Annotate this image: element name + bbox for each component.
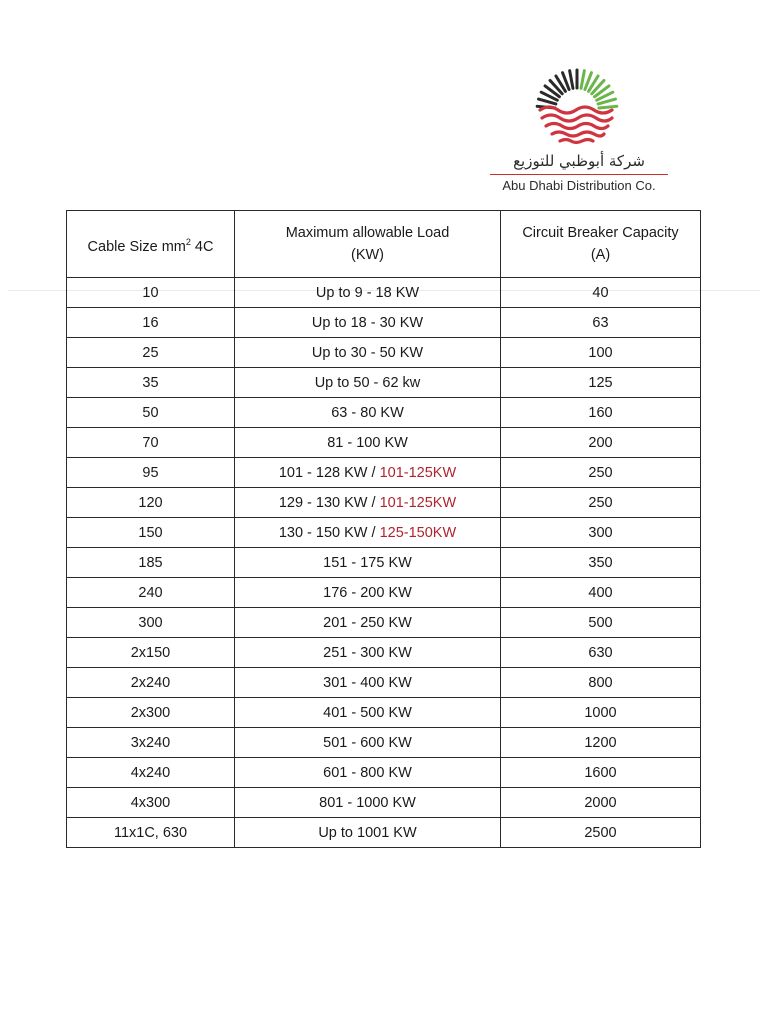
cell-cable-size: 2x150 [67, 638, 235, 668]
load-value: 63 - 80 KW [331, 404, 404, 421]
cell-cable-size: 150 [67, 518, 235, 548]
cell-cable-size: 3x240 [67, 728, 235, 758]
cell-breaker-capacity: 63 [501, 308, 701, 338]
logo-arabic-name: شركة أبوظبي للتوزيع [513, 152, 645, 170]
cell-breaker-capacity: 2500 [501, 818, 701, 848]
load-value: Up to 30 - 50 KW [311, 344, 424, 361]
cell-breaker-capacity: 350 [501, 548, 701, 578]
table-row [67, 368, 701, 398]
cell-cable-size: 95 [67, 458, 235, 488]
cell-cable-size: 50 [67, 398, 235, 428]
cell-breaker-capacity: 1200 [501, 728, 701, 758]
load-value: 401 - 500 KW [323, 704, 412, 721]
cable-capacity-table [66, 210, 701, 848]
load-value: Up to 1001 KW [318, 824, 417, 841]
table-row [67, 488, 701, 518]
company-logo [486, 64, 676, 199]
table-row [67, 758, 701, 788]
cell-breaker-capacity: 125 [501, 368, 701, 398]
cell-max-load [235, 818, 501, 848]
cell-max-load [235, 638, 501, 668]
table-header-row [67, 211, 701, 278]
cell-max-load [235, 368, 501, 398]
cell-breaker-capacity: 100 [501, 338, 701, 368]
table-row [67, 608, 701, 638]
cell-cable-size: 120 [67, 488, 235, 518]
load-value: Up to 50 - 62 kw [314, 374, 421, 391]
cell-cable-size: 25 [67, 338, 235, 368]
cell-breaker-capacity: 500 [501, 608, 701, 638]
cell-breaker-capacity: 250 [501, 458, 701, 488]
cell-breaker-capacity: 400 [501, 578, 701, 608]
cell-max-load [235, 608, 501, 638]
load-value: 81 - 100 KW [327, 434, 408, 451]
cell-max-load [235, 338, 501, 368]
table-row [67, 788, 701, 818]
load-value: 129 - 130 KW / [278, 494, 380, 511]
cell-max-load [235, 308, 501, 338]
logo-divider [490, 174, 668, 175]
cell-cable-size: 185 [67, 548, 235, 578]
cell-breaker-capacity: 40 [501, 278, 701, 308]
load-value: 601 - 800 KW [323, 764, 412, 781]
load-value: 251 - 300 KW [323, 644, 412, 661]
table-row [67, 548, 701, 578]
load-value: Up to 18 - 30 KW [311, 314, 424, 331]
table-row [67, 728, 701, 758]
table-row [67, 338, 701, 368]
load-value: 201 - 250 KW [323, 614, 412, 631]
cell-max-load [235, 698, 501, 728]
cell-breaker-capacity: 2000 [501, 788, 701, 818]
cell-max-load [235, 518, 501, 548]
load-value: 176 - 200 KW [323, 584, 412, 601]
load-value: Up to 9 - 18 KW [315, 284, 420, 301]
load-value: 151 - 175 KW [323, 554, 412, 571]
table-row [67, 428, 701, 458]
cell-cable-size: 4x240 [67, 758, 235, 788]
cell-max-load [235, 728, 501, 758]
cell-breaker-capacity: 160 [501, 398, 701, 428]
cell-max-load [235, 428, 501, 458]
cell-max-load [235, 488, 501, 518]
table-row [67, 818, 701, 848]
cell-max-load [235, 668, 501, 698]
load-value: 501 - 600 KW [323, 734, 412, 751]
cell-breaker-capacity: 1600 [501, 758, 701, 788]
cell-cable-size: 35 [67, 368, 235, 398]
header-max-load: Maximum allowable Load (KW) [235, 211, 501, 278]
table-row [67, 458, 701, 488]
cell-cable-size: 2x300 [67, 698, 235, 728]
load-value: 301 - 400 KW [323, 674, 412, 691]
load-value: 801 - 1000 KW [319, 794, 416, 811]
table-row [67, 278, 701, 308]
cell-cable-size: 240 [67, 578, 235, 608]
cell-max-load [235, 788, 501, 818]
load-revised-value: 101-125KW [379, 494, 457, 511]
cell-max-load [235, 278, 501, 308]
cell-max-load [235, 458, 501, 488]
cell-max-load [235, 758, 501, 788]
cell-breaker-capacity: 800 [501, 668, 701, 698]
table-row [67, 398, 701, 428]
cell-cable-size: 4x300 [67, 788, 235, 818]
header-breaker-capacity: Circuit Breaker Capacity (A) [501, 211, 701, 278]
cell-breaker-capacity: 250 [501, 488, 701, 518]
cell-breaker-capacity: 630 [501, 638, 701, 668]
cell-max-load [235, 398, 501, 428]
table-row [67, 638, 701, 668]
header-cable-size: Cable Size $mm^2$ 4C [67, 211, 235, 278]
load-revised-value: 125-150KW [379, 524, 457, 541]
logo-english-name: Abu Dhabi Distribution Co. [502, 178, 656, 193]
load-value: 130 - 150 KW / [278, 524, 380, 541]
cell-cable-size: 2x240 [67, 668, 235, 698]
sun-waves-logo-icon [532, 68, 622, 154]
load-value: 101 - 128 KW / [278, 464, 380, 481]
table-row [67, 578, 701, 608]
cell-cable-size: 11x1C, 630 [67, 818, 235, 848]
cell-max-load [235, 548, 501, 578]
cell-cable-size: 300 [67, 608, 235, 638]
cell-breaker-capacity: 300 [501, 518, 701, 548]
cell-max-load [235, 578, 501, 608]
table-row [67, 698, 701, 728]
cell-cable-size: 16 [67, 308, 235, 338]
table-row [67, 668, 701, 698]
table-row [67, 518, 701, 548]
cell-breaker-capacity: 200 [501, 428, 701, 458]
load-revised-value: 101-125KW [379, 464, 457, 481]
cell-cable-size: 70 [67, 428, 235, 458]
table-row [67, 308, 701, 338]
cell-cable-size: 10 [67, 278, 235, 308]
cell-breaker-capacity: 1000 [501, 698, 701, 728]
